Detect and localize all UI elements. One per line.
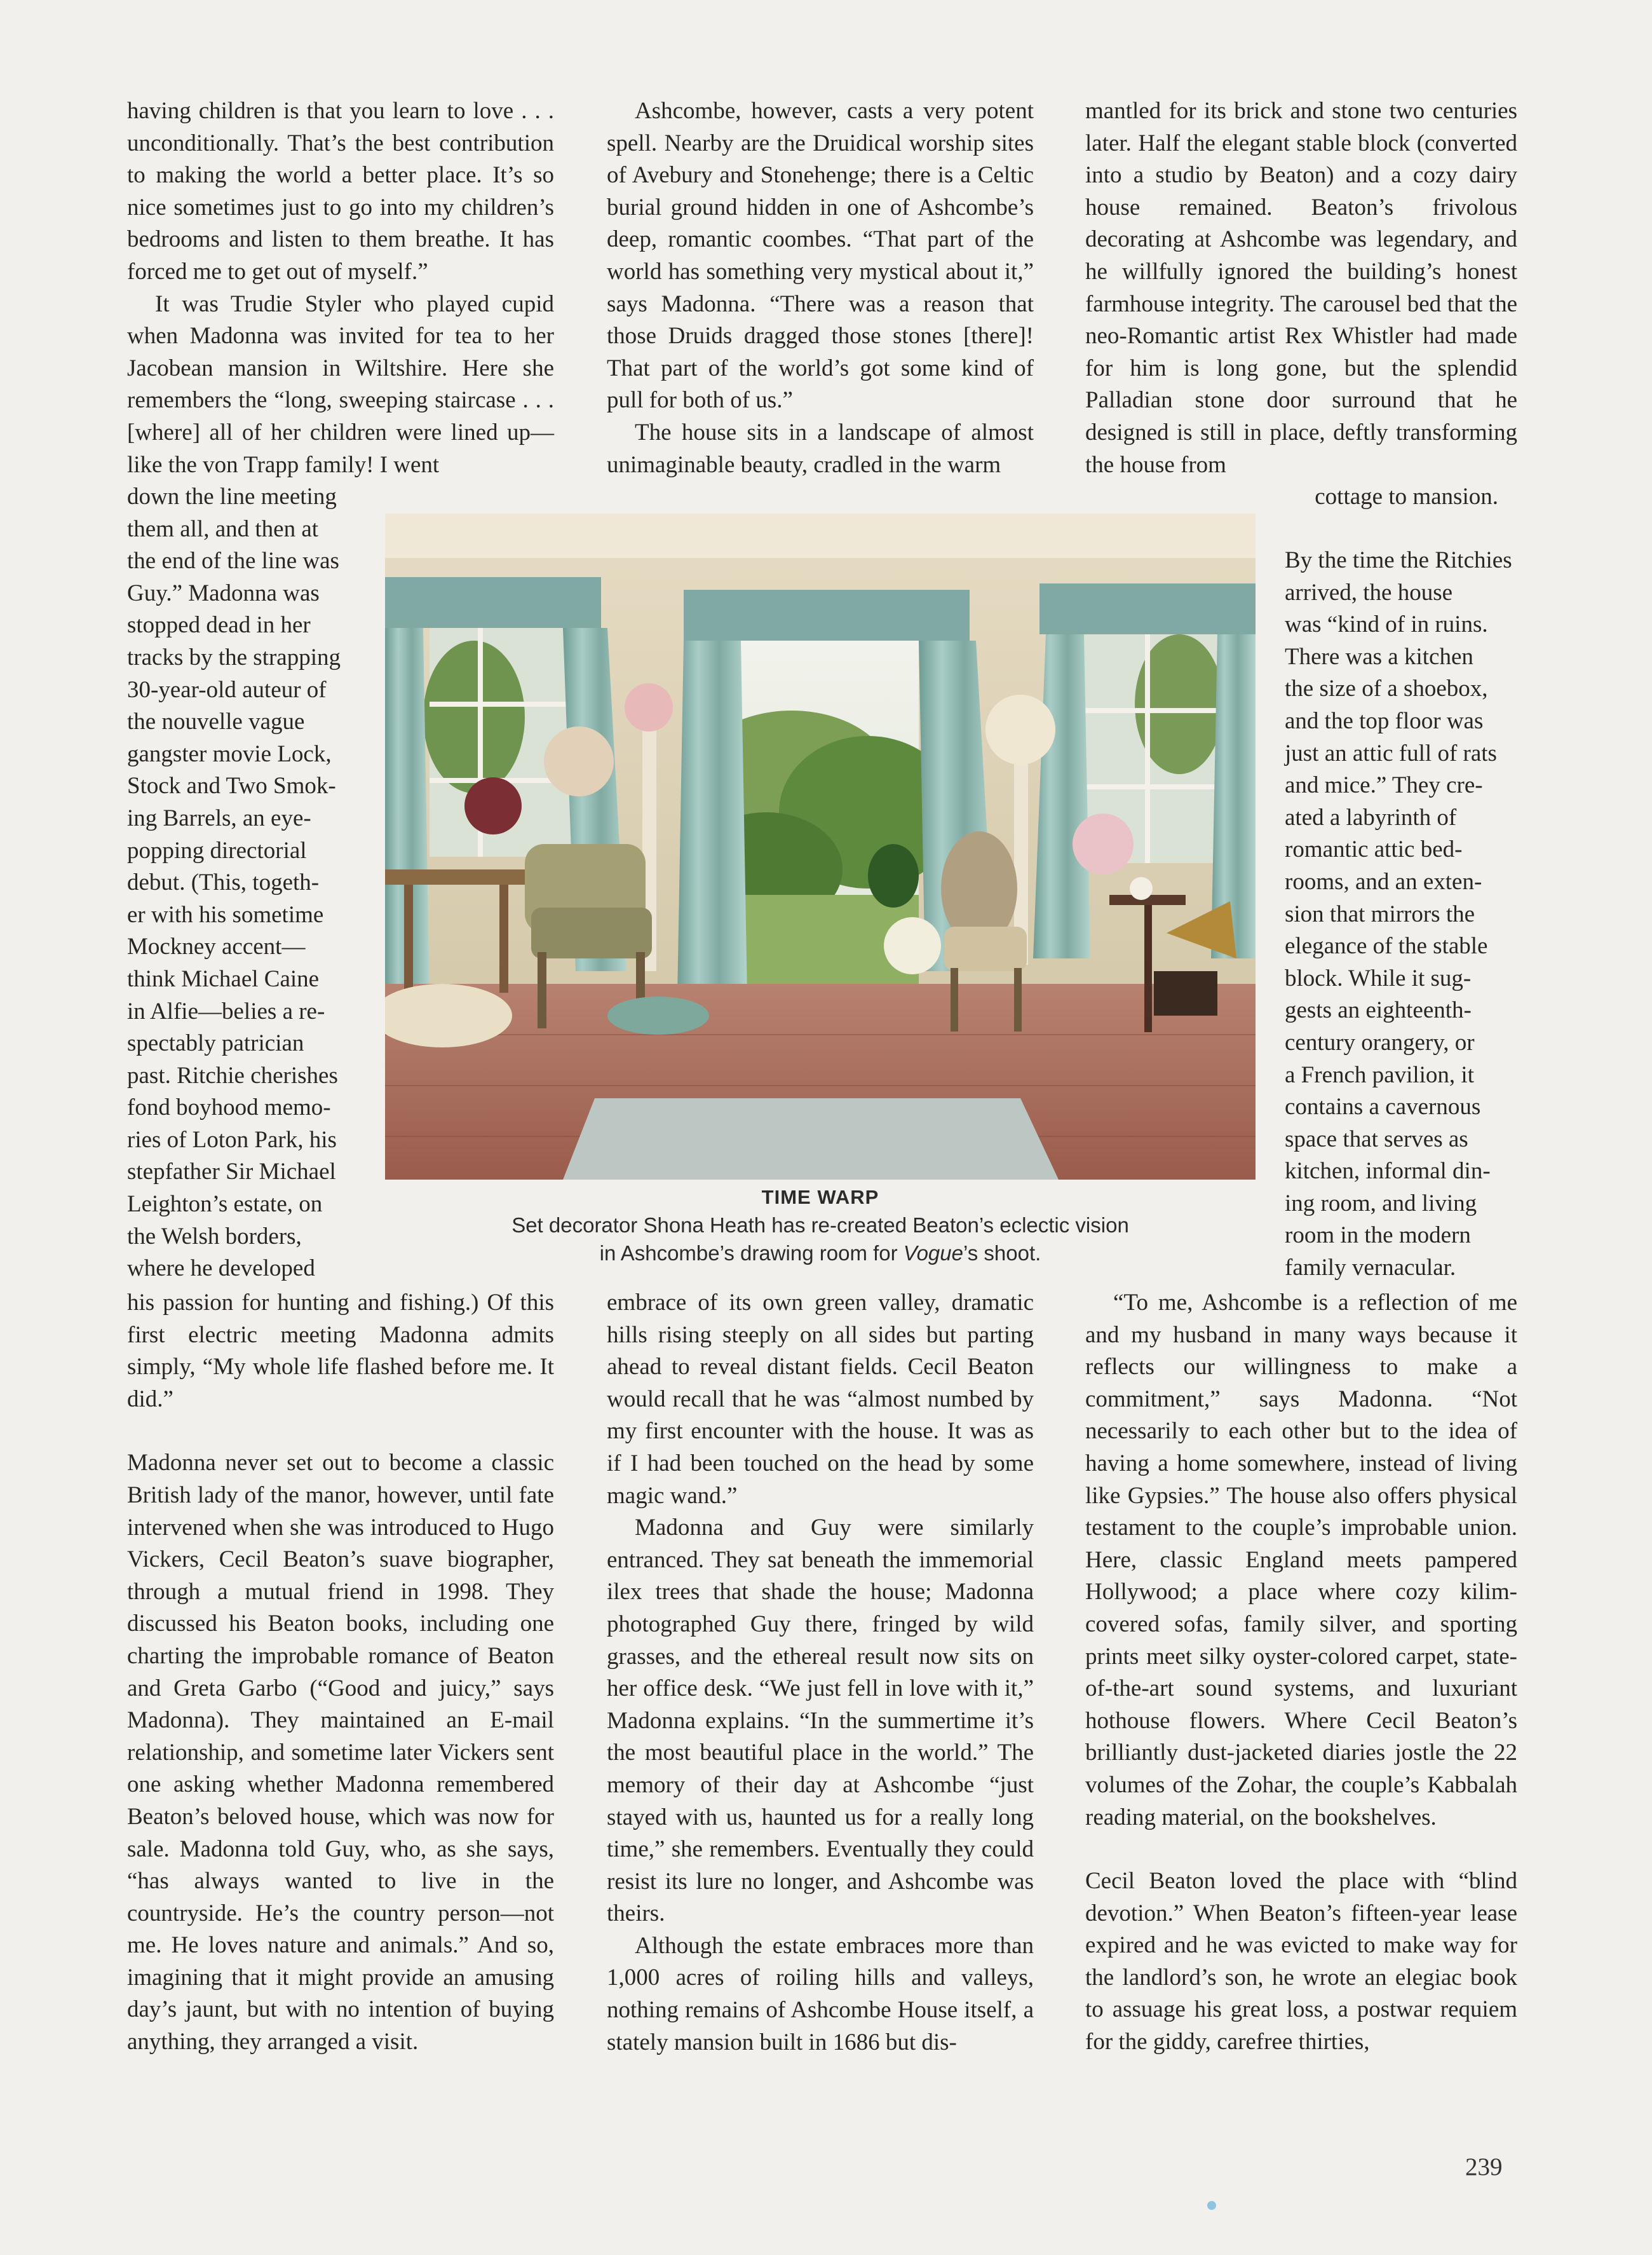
text-line: arrived, the house <box>1285 579 1453 606</box>
paragraph: Madonna never set out to become a classic British lady of the manor, however, until fate intervened when she was introduced to Hugo Vickers, Cecil Beaton’s suave biographer, through a mutual friend in 1998. They discussed his Beaton books, including one charting the improbable romance of Beaton and Greta Garbo (“Good and juicy,” says Madonna). They maintained an E-mail relationship, and sometime later Vickers sent one asking whether Madonna remembered Beaton’s beloved house, which was now for sale. Madonna told Guy, who, as she says, “has always wanted to live in the countryside. He’s the country person—not me. He loves nature and animals.” And so, imagining that it might provide an amusing day’s jaunt, but with no intention of buying anything, they arranged a visit. <box>127 1450 554 2055</box>
text-line: kitchen, informal din- <box>1285 1158 1491 1185</box>
caption-line-2 <box>385 1239 1256 1267</box>
text-line: fond boyhood memo- <box>127 1094 331 1121</box>
text-line: tracks by the strapping <box>127 644 341 671</box>
text-line: ries of Loton Park, his <box>127 1126 337 1153</box>
column-3-bottom <box>1085 1287 1517 2059</box>
text-line: the size of a shoebox, <box>1285 676 1488 702</box>
text-line: where he developed <box>127 1255 315 1282</box>
text-line: spectably patrician <box>127 1030 304 1057</box>
text-line: family vernacular. <box>1285 1255 1456 1281</box>
text-line: Leighton’s estate, on <box>127 1191 323 1218</box>
text-line: rooms, and an exten- <box>1285 868 1482 895</box>
text-line: Stock and Two Smok- <box>127 773 336 800</box>
registration-dot <box>1207 2201 1216 2210</box>
column-2-top <box>607 95 1034 481</box>
text-line: debut. (This, togeth- <box>127 869 320 896</box>
text-line: room in the modern <box>1285 1222 1471 1249</box>
text-line: was “kind of in ruins. <box>1285 611 1488 638</box>
text-line: stopped dead in her <box>127 612 311 639</box>
text-line: contains a cavernous <box>1285 1094 1481 1121</box>
paragraph: Ashcombe, however, casts a very potent spell. Nearby are the Druidical worship sites of Avebury and Stonehenge; there is a Celtic burial ground hidden in one of Ashcombe’s deep, romantic coombes. “That part of the world has something very mystical about it,” says Madonna. “There was a reason that those Druids dragged those stones [there]! That part of the world’s got some kind of pull for both of us.” <box>607 98 1034 414</box>
column-1-wrap <box>127 481 363 1285</box>
paragraph: Although the estate embraces more than 1,000 acres of roiling hills and valleys, nothing remains of Ashcombe House itself, a stately mansion built in 1686 but dis- <box>607 1932 1034 2055</box>
text-line: popping directorial <box>127 837 307 864</box>
paragraph: Cecil Beaton loved the place with “blind devotion.” When Beaton’s fifteen-year lease expired and he was evicted to make way for the landlord’s son, he wrote an elegiac book to assuage his great loss, a postwar requiem for the giddy, carefree thirties, <box>1085 1868 1517 2055</box>
text-line: elegance of the stable <box>1285 933 1488 960</box>
caption-magazine-name: Vogue <box>903 1241 963 1265</box>
text-line: just an attic full of rats <box>1285 740 1497 766</box>
text-line: century orangery, or <box>1285 1029 1475 1056</box>
caption-line-2-post: ’s shoot. <box>963 1241 1041 1265</box>
text-line: er with his sometime <box>127 901 324 928</box>
column-1-top <box>127 95 554 481</box>
text-line: the Welsh borders, <box>127 1223 302 1250</box>
paragraph: his passion for hunting and fishing.) Of this first electric meeting Madonna admits simply, “My whole life flashed before me. It did.” <box>127 1290 554 1412</box>
text-line: Mockney accent— <box>127 934 306 960</box>
caption-title: TIME WARP <box>761 1186 879 1208</box>
paragraph: It was Trudie Styler who played cupid when Madonna was invited for tea to her Jacobean mansion in Wiltshire. Here she remembers the “long, sweeping staircase . . . [where] all of her children were lined up—like the von Trapp family! I went <box>127 290 554 478</box>
paragraph: Madonna and Guy were similarly entranced. They sat beneath the immemorial ilex trees that shade the house; Madonna photographed Guy there, fringed by wild grasses, and the ethereal result now sits on her office desk. “We just fell in love with it,” Madonna explains. “In the summertime it’s the most beautiful place in the world.” The memory of their day at Ashcombe “just stayed with us, haunted us for a really long time,” she remembers. Eventually they could resist its lure no longer, and Ashcombe was theirs. <box>607 1515 1034 1927</box>
drawing-room-photo <box>385 514 1256 1180</box>
column-3-wrap <box>1285 545 1517 1284</box>
text-line: There was a kitchen <box>1285 643 1473 670</box>
paragraph: The house sits in a landscape of almost unimaginable beauty, cradled in the warm <box>607 419 1034 478</box>
text-line: space that serves as <box>1285 1126 1468 1152</box>
page-number: 239 <box>1465 2153 1503 2181</box>
column-3-tail-line: cottage to mansion. <box>1315 484 1498 510</box>
text-line: ing room, and living <box>1285 1190 1477 1216</box>
paragraph: embrace of its own green valley, dramatic hills rising steeply on all sides but parting ahead to reveal distant fields. Cecil Beaton would recall that he was “almost numbed by my first encounter with the house. It was as if I had been touched on the head by some magic wand.” <box>607 1290 1034 1509</box>
column-2-bottom <box>607 1287 1034 2059</box>
text-line: and the top floor was <box>1285 707 1484 734</box>
paragraph: mantled for its brick and stone two centuries later. Half the elegant stable block (converted into a studio by Beaton) and a cozy dairy house remained. Beaton’s frivolous decorating at Ashcombe was legendary, and he willfully ignored the building’s honest farmhouse integrity. The carousel bed that the neo-Romantic artist Rex Whistler had made for him is long gone, but the splendid Palladian stone door surround that he designed is still in place, deftly transforming the house from <box>1085 98 1517 478</box>
caption-line-1: Set decorator Shona Heath has re-created Beaton’s eclectic vision <box>511 1213 1129 1237</box>
text-line: the end of the line was <box>127 548 339 575</box>
text-line: a French pavilion, it <box>1285 1061 1474 1088</box>
text-line: sion that mirrors the <box>1285 901 1475 927</box>
text-line: 30-year-old auteur of <box>127 676 327 703</box>
text-line: stepfather Sir Michael <box>127 1159 336 1185</box>
text-line: romantic attic bed- <box>1285 836 1463 863</box>
text-line: ated a labyrinth of <box>1285 804 1457 831</box>
column-3-top <box>1085 95 1517 481</box>
caption-line-2-pre: in Ashcombe’s drawing room for <box>599 1241 904 1265</box>
text-line: Guy.” Madonna was <box>127 580 320 606</box>
text-line: gests an eighteenth- <box>1285 997 1472 1024</box>
text-line: block. While it sug- <box>1285 965 1472 991</box>
text-line: By the time the Ritchies <box>1285 547 1512 573</box>
text-line: down the line meeting <box>127 484 337 510</box>
text-line: gangster movie Lock, <box>127 740 332 767</box>
text-line: ing Barrels, an eye- <box>127 805 311 831</box>
text-line: in Alfie—belies a re- <box>127 998 325 1025</box>
paragraph: “To me, Ashcombe is a reflection of me and my husband in many ways because it reflects our willingness to make a commitment,” says Madonna. “Not necessarily to each other but to the idea of having a home somewhere, instead of living like Gypsies.” The house also offers physical testament to the couple’s improbable union. Here, classic England meets pampered Hollywood; a place where cozy kilim-covered sofas, family silver, and sporting prints meet silky oyster-colored carpet, state-of-the-art sound systems, and luxuriant hothouse flowers. Where Cecil Beaton’s brilliantly dust-jacketed diaries jostle the 22 volumes of the Zohar, the couple’s Kabbalah reading material, on the bookshelves. <box>1085 1290 1517 1830</box>
text-line: and mice.” They cre- <box>1285 772 1483 799</box>
text-line: the nouvelle vague <box>127 709 305 735</box>
text-line: think Michael Caine <box>127 965 320 992</box>
text-line: past. Ritchie cherishes <box>127 1062 338 1089</box>
column-1-bottom <box>127 1287 554 2059</box>
paragraph: having children is that you learn to love . . . unconditionally. That’s the best contribution to making the world a better place. It’s so nice sometimes just to go into my children’s bedrooms and listen to them breathe. It has forced me to get out of myself.” <box>127 98 554 285</box>
text-line: them all, and then at <box>127 515 319 542</box>
photo-caption <box>385 1183 1256 1267</box>
